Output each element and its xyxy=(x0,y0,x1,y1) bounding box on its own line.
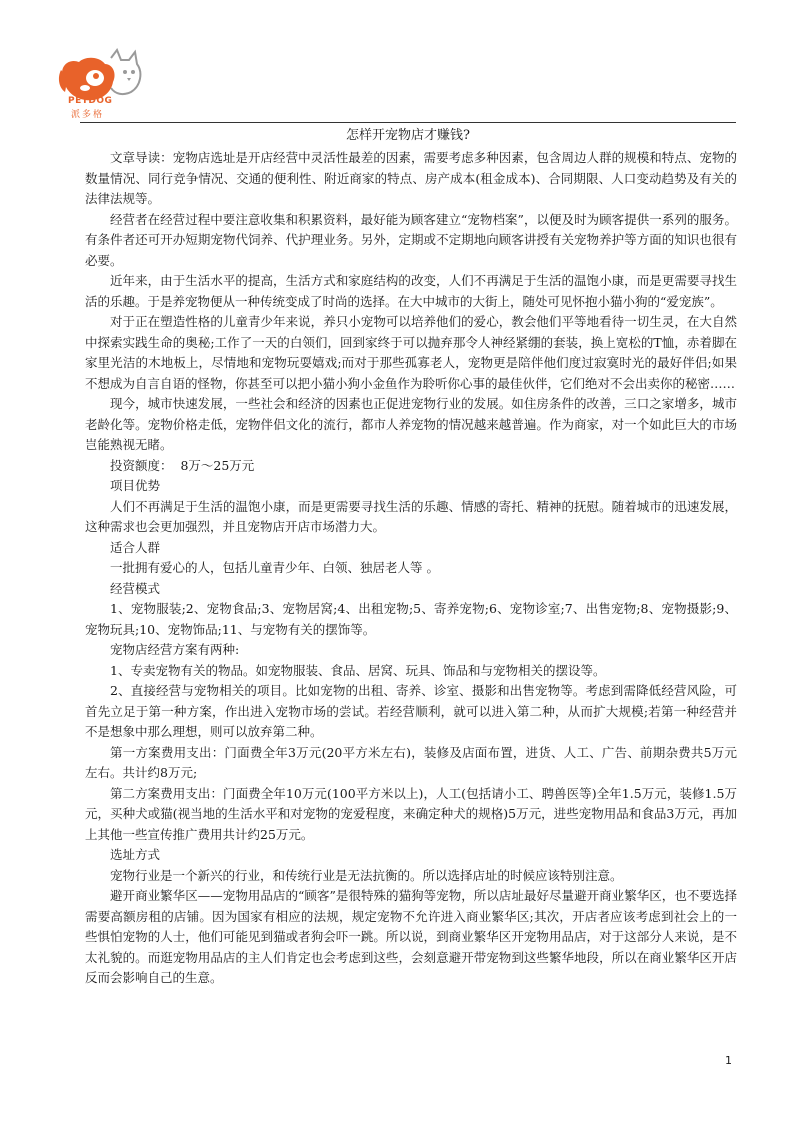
investment-line: 投资额度： 8万～25万元 xyxy=(110,457,255,473)
page-title: 怎样开宠物店才赚钱? xyxy=(346,128,470,143)
paragraph: 宠物行业是一个新兴的行业，和传统行业是无法抗衡的。所以选择店址的时候应该特别注意。 xyxy=(110,867,623,883)
paragraph: 1、宠物服装;2、宠物食品;3、宠物居窝;4、出租宠物;5、寄养宠物;6、宠物诊室;7、出售宠物;8、宠物摄影;9、宠物玩具;10、宠物饰品;11、与宠物有关的摆饰等。 xyxy=(85,601,737,637)
paragraph: 经营者在经营过程中要注意收集和积累资料，最好能为顾客建立“宠物档案”，以便及时为顾客提供一系列的服务。有条件者还可开办短期宠物代饲养、代护理业务。另外，定期或不定期地向顾客讲授有关宠物养护等方面的知识也很有必要。 xyxy=(85,211,737,268)
page-number: 1 xyxy=(725,1054,732,1067)
paragraph: 对于正在塑造性格的儿童青少年来说，养只小宠物可以培养他们的爱心，教会他们平等地看待一切生灵，在大自然中探索实践生命的奥秘;工作了一天的白领们，回到家终于可以抛弃那令人神经紧绷的套装，换上宽松的T恤，赤着脚在家里光洁的木地板上，尽情地和宠物玩耍嬉戏;而对于那些孤寡老人，宠物更是陪伴他们度过寂寞时光的最好伴侣;如果不想成为自言自语的怪物，你甚至可以把小猫小狗小金鱼作为聆听你心事的最佳伙伴，它们绝对不会出卖你的秘密…… xyxy=(85,314,737,391)
paragraph: 第二方案费用支出：门面费全年10万元(100平方米以上)，人工(包括请小工、聘兽医等)全年1.5万元，装修1.5万元，买种犬或猫(视当地的生活水平和对宠物的宠爱程度，来确定种犬的规格)5万元，进些宠物用品和食品3万元，再加上其他一些宣传推广费用共计约25万元。 xyxy=(85,785,737,842)
logo-text-cn: 派多格 xyxy=(71,110,105,120)
paragraph: 现今，城市快速发展，一些社会和经济的因素也正促进宠物行业的发展。如住房条件的改善，三口之家增多，城市老龄化等。宠物价格走低，宠物伴侣文化的流行，都市人养宠物的情况越来越普遍。作为商家，对一个如此巨大的市场岂能熟视无睹。 xyxy=(85,396,737,452)
section-heading: 项目优势 xyxy=(110,478,161,493)
paragraph: 1、专卖宠物有关的物品。如宠物服装、食品、居窝、玩具、饰品和与宠物相关的摆设等。 xyxy=(110,662,606,678)
header-rule xyxy=(80,122,736,123)
section-heading: 适合人群 xyxy=(110,539,161,555)
document-body xyxy=(85,148,737,989)
section-heading: 经营模式 xyxy=(110,580,161,596)
paragraph: 第一方案费用支出：门面费全年3万元(20平方米左右)，装修及店面布置，进货、人工、广告、前期杂费共5万元左右。共计约8万元; xyxy=(85,744,737,780)
paragraph: 2、直接经营与宠物相关的项目。比如宠物的出租、寄养、诊室、摄影和出售宠物等。考虑到需降低经营风险，可首先立足于第一种方案，作出进入宠物市场的尝试。若经营顺利，就可以进入第二种，从而扩大规模;若第一种经营并不是想象中那么理想，则可以放弃第二种。 xyxy=(85,683,737,739)
paragraph: 近年来，由于生活水平的提高，生活方式和家庭结构的改变，人们不再满足于生活的温饱小康，而是更需要寻找生活的乐趣。于是养宠物便从一种传统变成了时尚的选择。在大中城市的大街上，随处可见怀抱小猫小狗的“爱宠族”。 xyxy=(85,273,737,309)
section-heading: 选址方式 xyxy=(110,847,161,862)
paragraph-intro: 文章导读：宠物店选址是开店经营中灵活性最差的因素，需要考虑多种因素，包含周边人群的规模和特点、宠物的数量情况、同行竞争情况、交通的便利性、附近商家的特点、房产成本(租金成本)、合同期限、人口变动趋势及有关的法律法规等。 xyxy=(85,150,737,206)
paragraph: 宠物店经营方案有两种: xyxy=(110,642,240,657)
paragraph: 避开商业繁华区——宠物用品店的“顾客”是很特殊的猫狗等宠物，所以店址最好尽量避开商业繁华区，也不要选择需要高额房租的店铺。因为国家有相应的法规，规定宠物不允许进入商业繁华区;其次，开店者应该考虑到社会上的一些惧怕宠物的人士，他们可能见到猫或者狗会吓一跳。所以说，到商业繁华区开宠物用品店，对于这部分人来说，是不太礼貌的。而逛宠物用品店的主人们肯定也会考虑到这些，会刻意避开带宠物到这些繁华地段，所以在商业繁华区开店反而会影响自己的生意。 xyxy=(85,888,737,985)
logo-text: PETDOG xyxy=(68,96,113,106)
paragraph: 人们不再满足于生活的温饱小康，而是更需要寻找生活的乐趣、情感的寄托、精神的抚慰。随着城市的迅速发展，这种需求也会更加强烈，并且宠物店开店市场潜力大。 xyxy=(85,498,737,534)
paragraph: 一批拥有爱心的人，包括儿童青少年、白领、独居老人等 。 xyxy=(110,560,439,575)
